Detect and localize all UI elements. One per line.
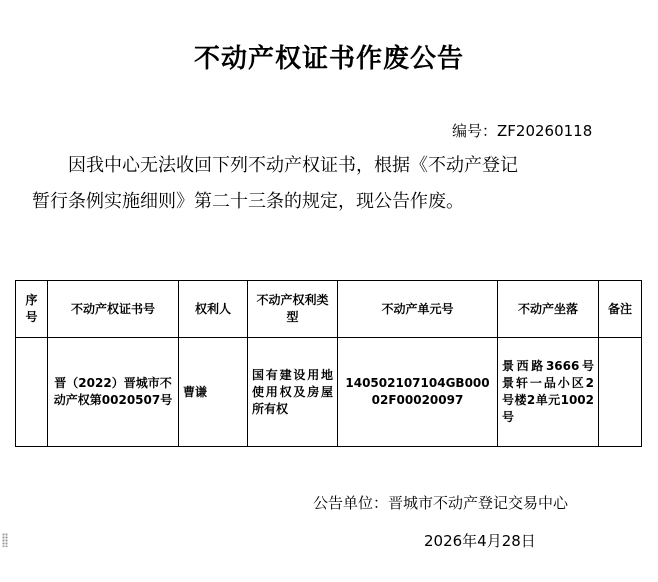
cell-seq <box>16 338 48 447</box>
cell-holder: 曹谦 <box>179 338 248 447</box>
header-location: 不动产坐落 <box>498 281 599 338</box>
notice-paragraph <box>32 148 622 220</box>
table-row <box>16 338 642 447</box>
cell-right-type: 国有建设用地使用权及房屋所有权 <box>248 338 338 447</box>
cell-unit-no: 140502107104GB00002F00020097 <box>338 338 498 447</box>
drag-handle-icon[interactable] <box>2 533 8 547</box>
document-number: 编号：ZF20260118 <box>452 122 593 140</box>
header-remark: 备注 <box>599 281 642 338</box>
cell-cert-no: 晋（2022）晋城市不动产权第0020507号 <box>48 338 179 447</box>
voided-certificates-table <box>15 280 642 447</box>
header-cert-no: 不动产权证书号 <box>48 281 179 338</box>
header-holder: 权利人 <box>179 281 248 338</box>
header-seq: 序号 <box>16 281 48 338</box>
header-right-type: 不动产权利类型 <box>248 281 338 338</box>
table-header-row <box>16 281 642 338</box>
paragraph-line-1: 因我中心无法收回下列不动产权证书，根据《不动产登记 <box>68 155 518 176</box>
notice-date: 2026年4月28日 <box>424 532 536 550</box>
paragraph-line-2: 暂行条例实施细则》第二十三条的规定，现公告作废。 <box>32 191 464 212</box>
issuing-unit: 公告单位：晋城市不动产登记交易中心 <box>313 494 569 512</box>
notice-title: 不动产权证书作废公告 <box>193 44 464 74</box>
cell-remark <box>599 338 642 447</box>
header-unit-no: 不动产单元号 <box>338 281 498 338</box>
cell-location: 景西路3666号景轩一品小区2号楼2单元1002号 <box>498 338 599 447</box>
